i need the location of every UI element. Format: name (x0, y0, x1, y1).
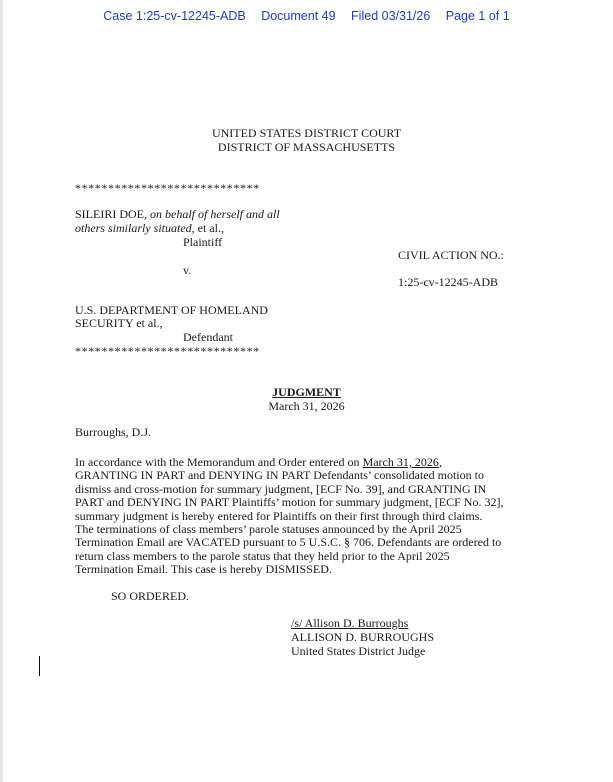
body-line-3: dismiss and cross-motion for summary judgment, [ECF No. 39], and GRANTING IN (75, 481, 487, 496)
body-line-9: Termination Email. This case is hereby DISMISSED. (75, 562, 332, 577)
plaintiff-name: SILEIRI DOE, (75, 207, 147, 221)
order-date-link[interactable]: March 31, 2026 (362, 455, 439, 469)
plaintiff-italic-1: on behalf of herself and all (147, 207, 280, 221)
body-line-1-end: , (438, 455, 442, 469)
plaintiff-line-2 (75, 222, 224, 236)
judge-name: ALLISON D. BURROUGHS (291, 630, 435, 644)
plaintiff-italic-2: others similarly situated (75, 221, 192, 235)
defendant-line-2: SECURITY et al., (75, 316, 163, 330)
text-cursor (39, 656, 40, 676)
defendant-line-1: U.S. DEPARTMENT OF HOMELAND (75, 303, 268, 317)
caption-stars-top: **************************** (75, 181, 260, 195)
body-line-6: The terminations of class members’ parole statuses announced by the April 2025 (75, 522, 462, 537)
judgment-body (75, 456, 550, 577)
plaintiff-role: Plaintiff (183, 235, 223, 249)
defendant-role: Defendant (183, 330, 233, 344)
civil-action-number: 1:25-cv-12245-ADB (398, 275, 498, 289)
judgment-title-block (0, 386, 613, 413)
body-line-8: return class members to the parole status that they held prior to the April 2025 (75, 548, 450, 563)
court-district: DISTRICT OF MASSACHUSETTS (217, 140, 396, 154)
judge-line: Burroughs, D.J. (75, 425, 152, 439)
caption-stars-bottom: **************************** (75, 344, 260, 358)
plaintiff-line-1 (75, 208, 280, 222)
body-line-4: PART and DENYING IN PART Plaintiffs’ motion for summary judgment, [ECF No. 32], (75, 495, 504, 510)
plaintiff-suffix: , et al., (191, 221, 224, 235)
filed-date: Filed 03/31/26 (351, 9, 431, 23)
civil-action-label: CIVIL ACTION NO.: (398, 248, 504, 262)
versus: v. (183, 263, 192, 277)
page-indicator: Page 1 of 1 (445, 9, 510, 23)
judgment-heading: JUDGMENT (272, 385, 341, 399)
ecf-header (0, 9, 613, 23)
signature-line: /s/ Allison D. Burroughs (291, 616, 409, 630)
body-line-1-text: In accordance with the Memorandum and Order entered on (75, 455, 363, 469)
court-name: UNITED STATES DISTRICT COURT (211, 126, 402, 140)
body-line-2: GRANTING IN PART and DENYING IN PART Defendants’ consolidated motion to (75, 468, 484, 483)
judge-title: United States District Judge (291, 644, 426, 658)
court-caption (0, 126, 613, 154)
document-number: Document 49 (261, 9, 336, 23)
body-line-7: Termination Email are VACATED pursuant to 5 U.S.C. § 706. Defendants are ordered to (75, 535, 502, 550)
body-line-5: summary judgment is hereby entered for Plaintiffs on their first through third claims. (75, 508, 483, 523)
case-number: Case 1:25-cv-12245-ADB (103, 9, 246, 23)
so-ordered: SO ORDERED. (111, 589, 190, 603)
judgment-date: March 31, 2026 (268, 398, 345, 413)
body-line-1 (75, 456, 550, 469)
